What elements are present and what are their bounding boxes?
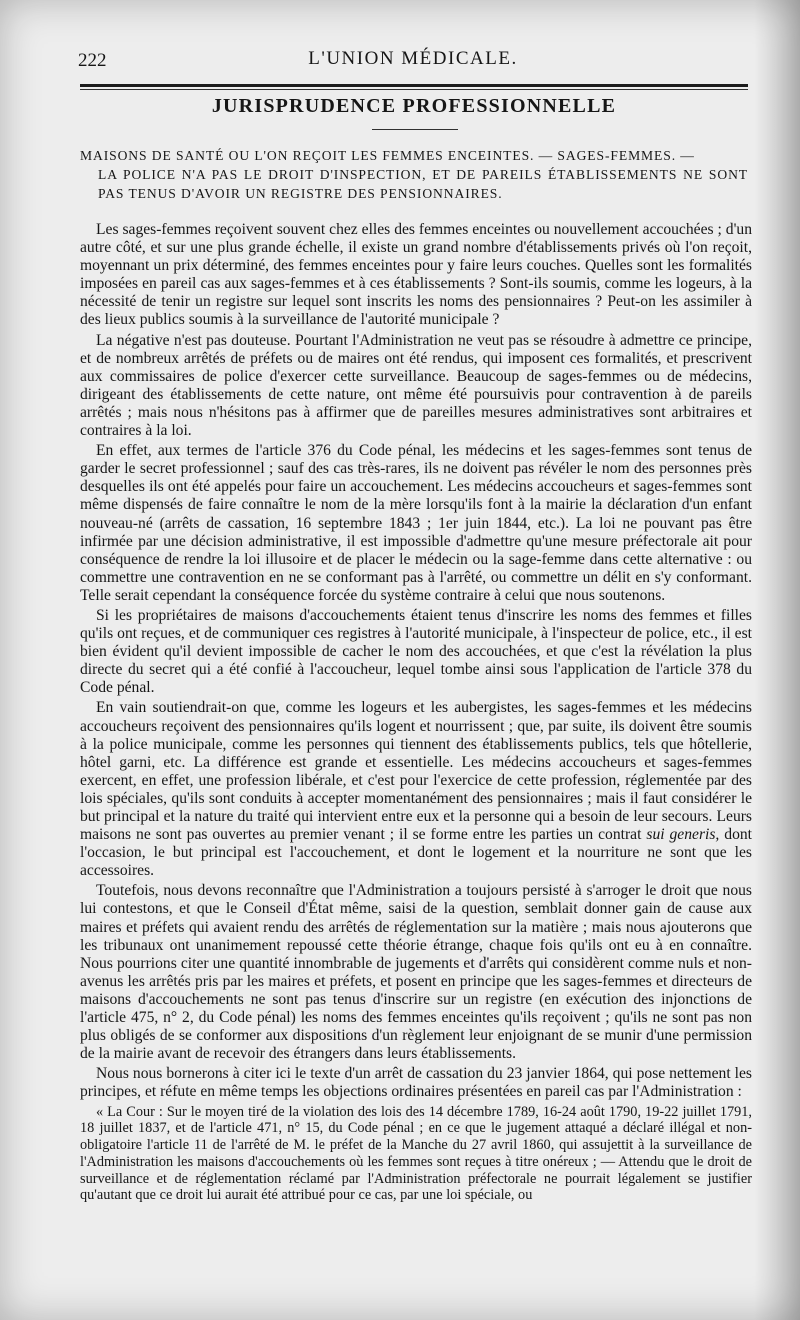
- paragraph-text: En vain soutiendrait-on que, comme les logeurs et les aubergistes, les sages-femmes et les médecins accoucheurs reçoivent des pensionnaires qu'ils logent et nourrissent ; que, par suite, ils doivent être soumis à la police municipale, comme les personnes qui tiennent des établissements publics, tels que hôtellerie, hôtel garni, etc. La différence est grande et essentielle. Les médecins accoucheurs et sages-femmes exercent, en effet, une profession libérale, et c'est pour l'exercice de cette profession, réglementée par des lois spéciales, qu'ils sont conduits à accepter momentanément des pensionnaires ; mais il faut considérer le but principal et la nature du traité qui intervient entre eux et la personne qui a besoin de leur secours. Leurs maisons ne sont pas ouvertes au premier venant ; il se forme entre les parties un contrat: [80, 699, 752, 844]
- page-header: [78, 44, 748, 80]
- italic-phrase: sui generis,: [646, 826, 720, 844]
- paragraph: [80, 699, 752, 880]
- header-rule-thick: [80, 84, 748, 87]
- header-rule-thin: [80, 89, 748, 90]
- section-title: JURISPRUDENCE PROFESSIONNELLE: [211, 95, 617, 117]
- paragraph: La négative n'est pas douteuse. Pourtant l'Administration ne veut pas se résoudre à admettre ce principe, et de nombreux arrêtés de préfets ou de maires ont été rendus, qui imposent ces formalités, et prescrivent aux commissaires de police d'exercer cette surveillance. Beaucoup de sages-femmes ou de médecins, dirigeant des établissements de cette nature, ont même été poursuivis pour contravention à de pareils arrêtés ; mais nous n'hésitons pas à affirmer que de pareilles mesures administratives sont arbitraires et contraires à la loi.: [80, 331, 752, 440]
- page-edge-shadow: [754, 0, 800, 1320]
- paragraph: Nous nous bornerons à citer ici le texte d'un arrêt de cassation du 23 janvier 1864, qui pose nettement les principes, et réfute en même temps les objections ordinaires présentées en pareil cas par l'Administration :: [80, 1065, 752, 1101]
- paragraph: En effet, aux termes de l'article 376 du Code pénal, les médecins et les sages-femmes sont tenus de garder le secret professionnel ; sauf des cas très-rares, ils ne doivent pas révéler le nom des personnes près desquelles ils ont été appelés pour faire un accouchement. Les médecins accoucheurs et sages-femmes sont même dispensés de faire connaître le nom de la mère lorsqu'ils font à la mairie la déclaration d'un enfant nouveau-né (arrêts de cassation, 16 septembre 1843 ; 1er juin 1844, etc.). La loi ne pouvant pas être infirmée par une décision administrative, il est impossible d'admettre qu'une mesure préfectorale ait pour conséquence de rendre la loi illusoire et de placer le médecin ou la sage-femme dans cette alternative : ou commettre une contravention en ne se conformant pas à l'arrêté, ou commettre un délit en s'y conformant. Telle serait cependant la conséquence forcée du système contraire à celui que nous soutenons.: [80, 442, 752, 604]
- paragraph: Les sages-femmes reçoivent souvent chez elles des femmes enceintes ou nouvellement accouchées ; d'un autre côté, et sur une plus grande échelle, il existe un grand nombre d'établissements privés où l'on reçoit, moyennant un prix déterminé, des femmes enceintes pour y faire leurs couches. Quelles sont les formalités imposées en pareil cas aux sages-femmes et à ces établissements ? Sont-ils soumis, comme les logeurs, à la nécessité de tenir un registre sur lequel sont inscrits les noms des pensionnaires ? Peut-on les assimiler à des lieux publics soumis à la surveillance de l'autorité municipale ?: [80, 221, 752, 329]
- quoted-judgment: « La Cour : Sur le moyen tiré de la violation des lois des 14 décembre 1789, 16-24 août 1790, 19-22 juillet 1791, 18 juillet 1837, et de l'article 471, n° 15, du Code pénal ; en ce que le jugement attaqué a déclaré illégal et non-obligatoire l'article 11 de l'arrêté de M. le préfet de la Manche du 27 avril 1860, qui assujettit à la surveillance de l'Administration les maisons d'accouchements où les femmes sont reçues à titre onéreux ; — Attendu que le droit de surveillance et de réglementation réclamé par l'Administration préfectorale ne pourrait légalement se justifier qu'autant que ce droit lui aurait été attribué pour ce cas, par une loi spéciale, ou: [80, 1103, 752, 1204]
- article-body: [80, 221, 752, 1206]
- title-rule: [372, 129, 458, 130]
- running-head: L'UNION MÉDICALE.: [308, 48, 518, 69]
- article-subject: [80, 146, 748, 203]
- page-number: 222: [78, 50, 107, 71]
- subject-line-2: LA POLICE N'A PAS LE DROIT D'INSPECTION, ET DE PAREILS ÉTABLISSEMENTS NE SONT PAS TENUS D'AVOIR UN REGISTRE DES PENSIONNAIRES.: [98, 167, 748, 201]
- paragraph-text-after: dont l'occasion, le but principal est l'accouchement, et dont le logement et la nourriture ne sont que les accessoires.: [80, 826, 753, 880]
- subject-line-1: MAISONS DE SANTÉ OU L'ON REÇOIT LES FEMMES ENCEINTES. — SAGES-FEMMES. —: [80, 148, 695, 163]
- paragraph: Toutefois, nous devons reconnaître que l'Administration a toujours persisté à s'arroger le droit que nous lui contestons, et que le Conseil d'État même, saisi de la question, semblait donner gain de cause aux maires et préfets qui avaient rendu des arrêtés de réglementation sur la matière ; mais nous ajouterons que les tribunaux ont unanimement repoussé cette théorie étrange, chaque fois qu'ils ont eu à en connaître. Nous pourrions citer une quantité innombrable de jugements et d'arrêts qui considèrent comme nuls et non-avenus les arrêtés pris par les maires et préfets, et posent en principe que les sages-femmes et directeurs de maisons d'accouchements ne sont pas tenus d'inscrire sur un registre (en exécution des injonctions de l'article 475, n° 2, du Code pénal) les noms des femmes enceintes qu'ils reçoivent ; qu'ils ne sont pas non plus obligés de se conformer aux dispositions d'un règlement leur enjoignant de se munir d'une permission de la mairie avant de recevoir des étrangers dans leurs établissements.: [80, 882, 752, 1063]
- paragraph: Si les propriétaires de maisons d'accouchements étaient tenus d'inscrire les noms des femmes et filles qu'ils ont reçues, et de communiquer ces registres à l'autorité municipale, à l'inspecteur de police, etc., il est bien évident qu'il devient impossible de cacher le nom des accouchées, et que c'est la révélation la plus directe du secret qui a été confié à l'accoucheur, lequel tombe ainsi sous l'application de l'article 378 du Code pénal.: [80, 606, 752, 697]
